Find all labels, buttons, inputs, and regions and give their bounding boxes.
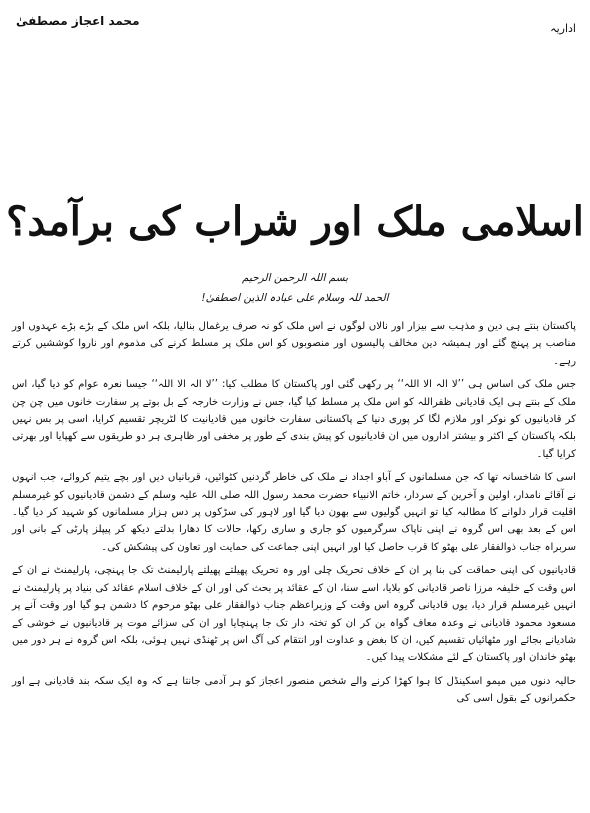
section-label: اداریہ [550, 22, 576, 35]
article-title: اسلامی ملک اور شراب کی برآمد؟ [6, 198, 584, 245]
paragraph: قادیانیوں کی اپنی حماقت کی بنا پر ان کے خلاف تحریک چلی اور وہ تحریک پھیلتے پھیلتے پارلیمنٹ تک جا پہنچی، پارلیمنٹ نے ان کے اس وقت کے خلیفہ مرزا ناصر قادیانی کو بلایا، اسے سنا، ان کے عقائد پر بحث کی اور ان کے خلاف اسلام عقائد کی بنیاد پر پارلیمنٹ نے انہیں غیرمسلم قرار دیا، یوں قادیانی گروہ اس وقت کے وزیراعظم جناب ذوالفقار علی بھٹو مرحوم کا دشمن ہو گیا اور وقت آنے پر مسعود محمود قادیانی نے وعدہ معاف گواہ بن کر ان کو تختہ دار تک جا پہنچایا اور ان کی سزائے موت پر قادیانیوں نے خوشی کے شادیانے بجائے اور مٹھائیاں تقسیم کیں، ان کا بغض و عداوت اور انتقام کی آگ اس پر ٹھنڈی نہیں ہوئی، بلکہ اس گروہ نے ہر دور میں بھٹو خاندان اور پاکستان کے لئے مشکلات پیدا کیں۔ [12, 565, 576, 664]
paragraph: جس ملک کی اساس ہی ’’لا الہ الا اللہ‘‘ پر رکھی گئی اور پاکستان کا مطلب کیا: ’’لا الہ الا اللہ‘‘ جیسا نعرہ عوام کو دیا گیا، اس ملک کے بنتے ہی ایک قادیانی ظفراللہ کو اس ملک پر مسلط کیا گیا، جس نے وزارت خارجہ کے بل بوتے پر سفارت خانوں میں چن چن کر قادیانیوں کو نوکر اور ملازم لگا کر پوری دنیا کے پاکستانی سفارت خانوں میں قادیانیت کا لٹریچر تقسیم کرایا، اسی پر بس نہیں بلکہ پاکستان کے اکثر و بیشتر اداروں میں ان قادیانیوں کو پیش بندی کے طور پر مخفی اور ظاہری ہر دو طریقوں سے کھپایا اور بھرتی کرایا گیا۔ [12, 379, 576, 460]
paragraph: حالیہ دنوں میں میمو اسکینڈل کا ہوا کھڑا کرنے والے شخص منصور اعجاز کو ہر آدمی جانتا ہے کہ وہ ایک سکہ بند قادیانی ہے اور حکمرانوں کے بقول اسی کی [12, 675, 576, 705]
bismillah-line: بسم اللہ الرحمن الرحیم [241, 272, 349, 284]
author-name: محمد اعجاز مصطفیٰ [16, 14, 140, 28]
article-body [12, 318, 576, 714]
hamd-line: الحمد للہ وسلام علی عبادہ الذین اصطفیٰ! [201, 292, 389, 304]
paragraph: اسی کا شاخسانہ تھا کہ جن مسلمانوں کے آباو اجداد نے ملک کی خاطر گردنیں کٹوائیں، قربانیاں دیں اور بچے یتیم کروائے، جب انہوں نے آقائے نامدار، اولین و آخرین کے سردار، خاتم الانبیاء حضرت محمد رسول اللہ صلی اللہ علیہ وسلم کے دشمن قادیانیوں کو غیرمسلم اقلیت قرار دلوانے کا مطالبہ کیا تو انہیں گولیوں سے بھون دیا گیا اور لاہور کی سڑکوں پر دس ہزار مسلمانوں کو شہید کر دیا گیا۔ اس کے بعد بھی اس گروہ نے اپنی ناپاک سرگرمیوں کو جاری و ساری رکھا، حالات کا دھارا بدلتے دیکھ کر پیپلز پارٹی کے بانی اور سربراہ جناب ذوالفقار علی بھٹو کا قرب حاصل کیا اور انہیں اپنی جماعت کی حمایت اور تعاون کی پیشکش کی۔ [12, 472, 576, 553]
paragraph: پاکستان بنتے ہی دین و مذہب سے بیزار اور نالاں لوگوں نے اس ملک کو نہ صرف یرغمال بنالیا، بلکہ اس ملک کے بڑے بڑے عہدوں اور مناصب پر پہنچ گئے اور ہمیشہ دین مخالف پالیسوں اور منصوبوں کو اس ملک پر مسلط کرنے کی مذموم اور ناروا کوششیں کرتے رہے۔ [12, 321, 576, 367]
